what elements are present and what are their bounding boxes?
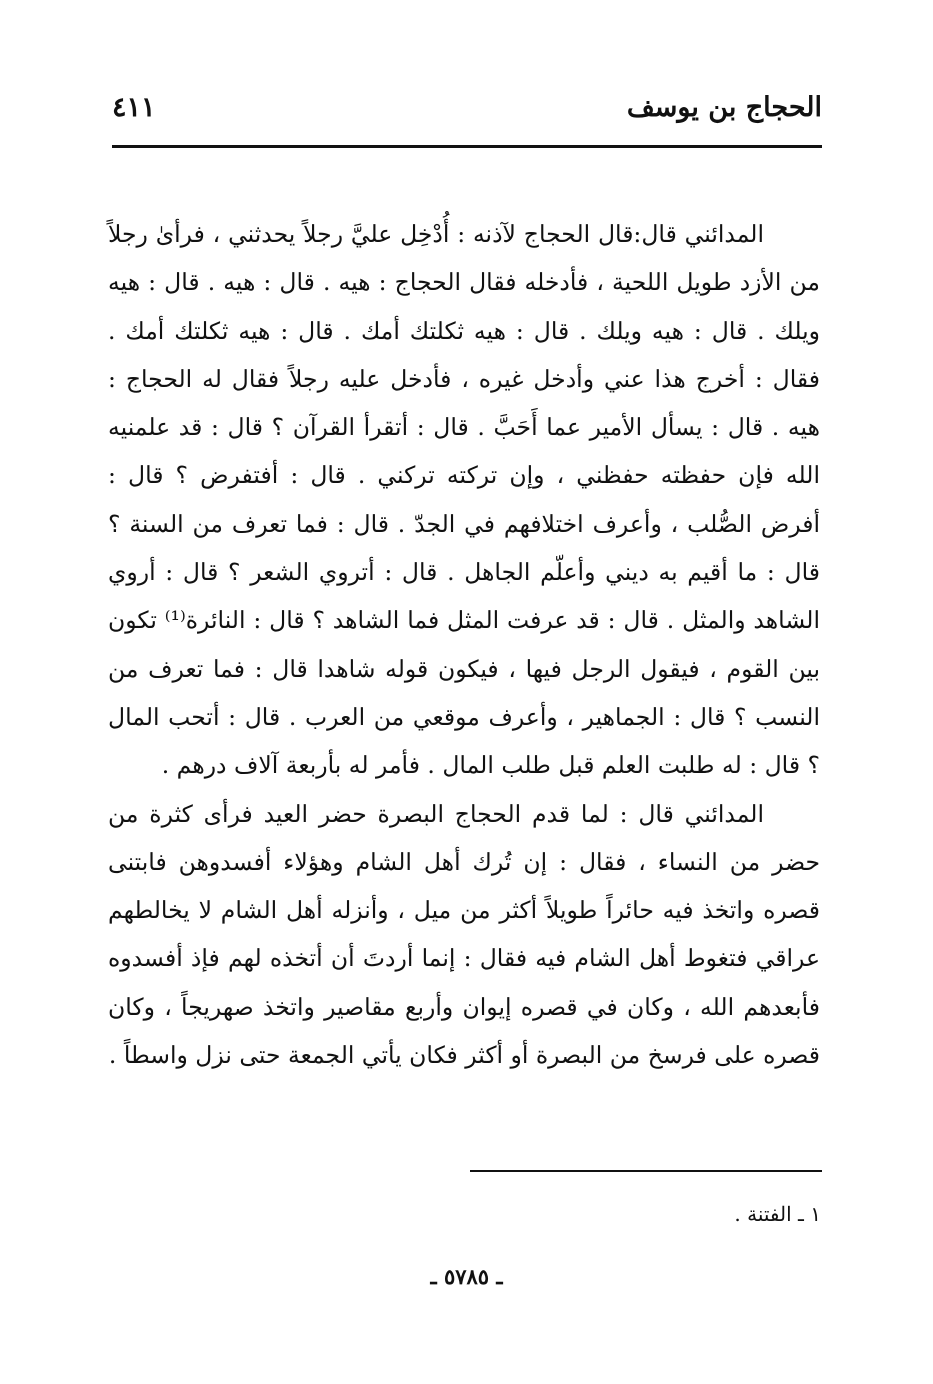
header-rule [112,145,822,148]
footnote-rule [470,1170,822,1172]
header-page-number: ٤١١ [112,92,156,123]
main-text [108,210,820,1079]
running-header [112,92,822,144]
running-title: الحجاج بن يوسف [626,92,822,123]
footer-page-number: ـ ٥٧٨٥ ـ [430,1264,503,1289]
paragraph-2: المدائني قال : لما قدم الحجاج البصرة حضر العيد فرأى كثرة من حضر من النساء ، فقال : إن تُرك أهل الشام وهؤلاء أفسدوهن فابتنى قصره واتخذ فيه حائراً طويلاً أكثر من ميل ، وأنزله أهل الشام لا يخالطهم عراقي فتغوط أهل الشام فيه فقال : إنما أردتَ أن أتخذه لهم فإذ أفسدوه فأبعدهم الله ، وكان في قصره إيوان وأربع مقاصير واتخذ صهريجاً ، وكان قصره على فرسخ من البصرة أو أكثر فكان يأتي الجمعة حتى نزل واسطاً . [108,799,820,1070]
paragraph-1: المدائني قال:قال الحجاج لآذنه : أُدْخِل عليَّ رجلاً يحدثني ، فرأىٰ رجلاً من الأزد طويل اللحية ، فأدخله فقال الحجاج : هيه . قال : هيه . قال : هيه ويلك . قال : هيه ويلك . قال : هيه ثكلتك أمك . قال : هيه ثكلتك أمك . فقال : أخرج هذا عني وأدخل غيره ، فأدخل عليه رجلاً فقال له الحجاج : هيه . قال : يسأل الأمير عما أَحَبَّ . قال : أتقرأ القرآن ؟ قال : قد علمنيه الله فإن حفظته حفظني ، وإن تركته تركني . قال : أفتفرض ؟ قال : أفرض الصُّلب ، وأعرف اختلافهم في الجدّ . قال : فما تعرف من السنة ؟ قال : ما أقيم به ديني وأعلّم الجاهل . قال : أتروي الشعر ؟ قال : أروي الشاهد والمثل . قال : قد عرفت المثل فما الشاهد ؟ قال : النائرة⁽¹⁾ تكون بين القوم ، فيقول الرجل فيها ، فيكون قوله شاهدا قال : فما تعرف من النسب ؟ قال : الجماهير ، وأعرف موقعي من العرب . قال : أتحب المال ؟ قال : له طلبت العلم قبل طلب المال . فأمر له بأربعة آلاف درهم . [108,220,820,780]
footnote: ١ ـ الفتنة . [734,1202,821,1226]
